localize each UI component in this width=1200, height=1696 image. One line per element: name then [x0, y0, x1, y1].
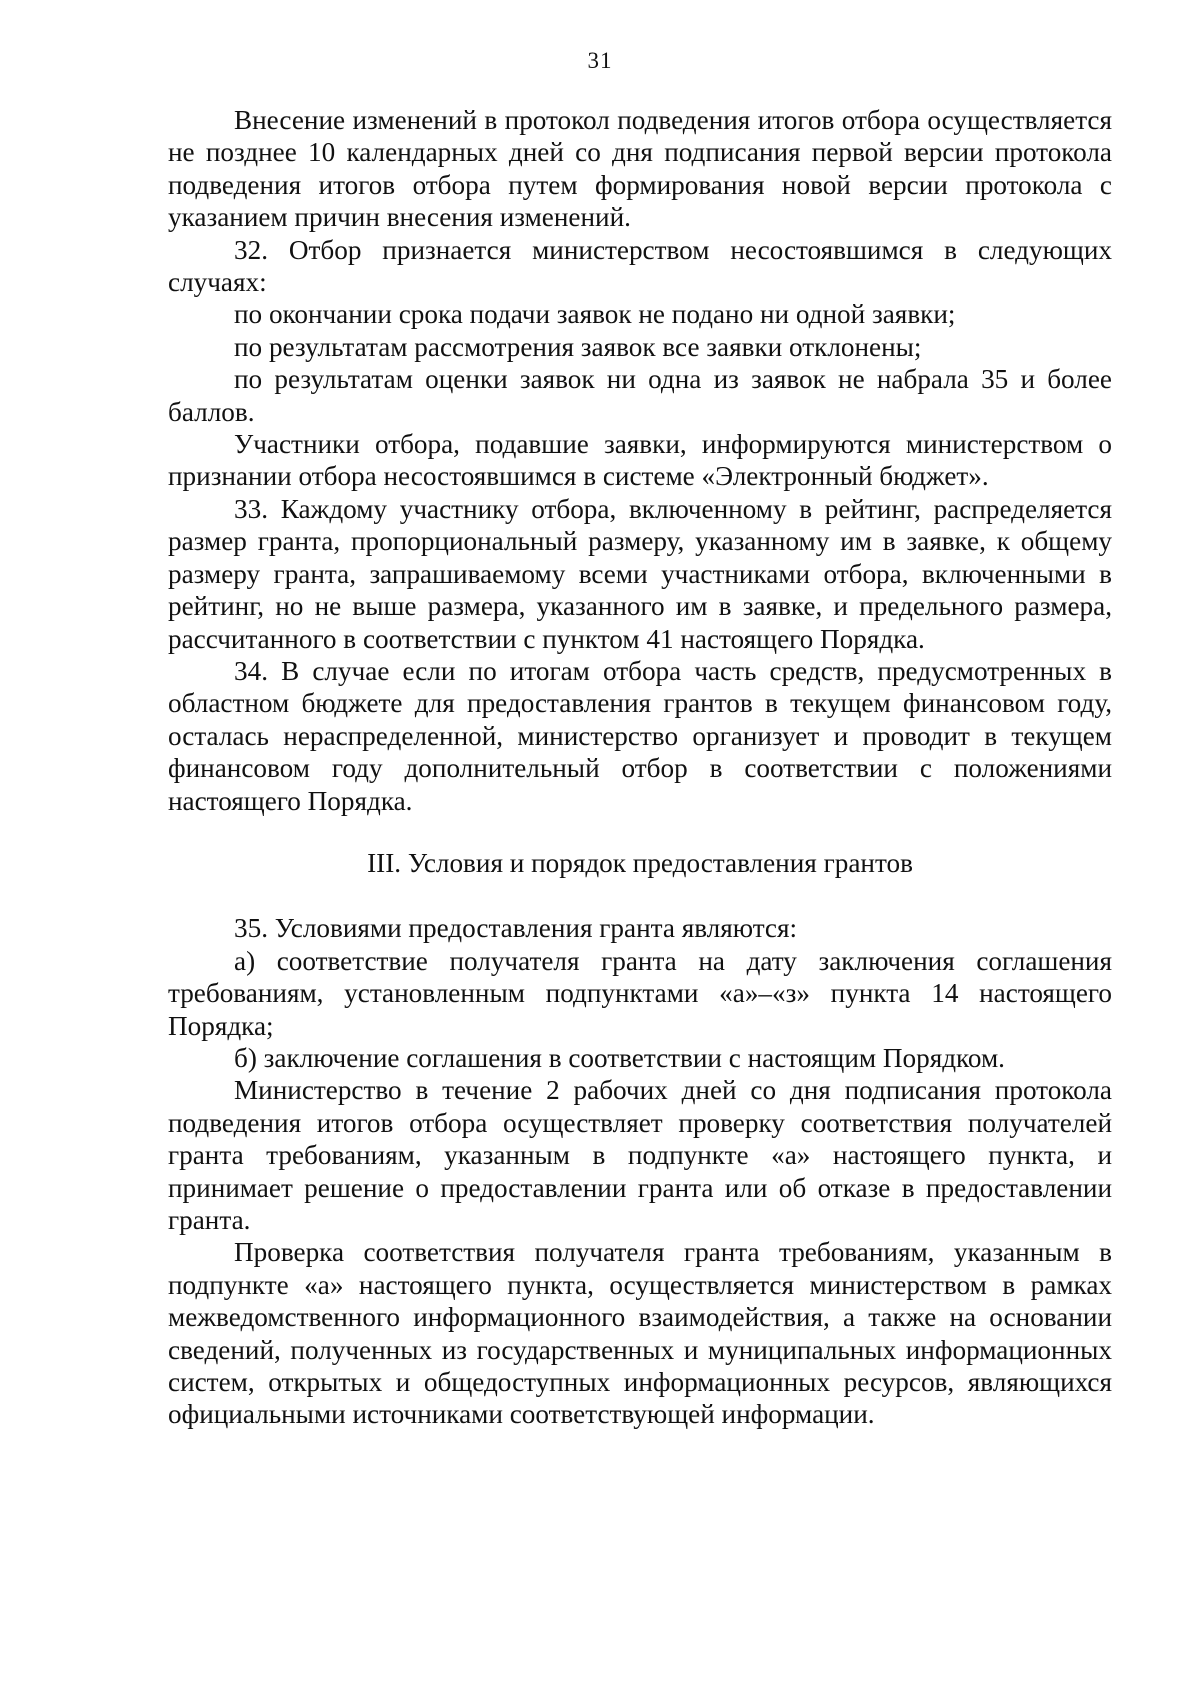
document-body: [168, 104, 1112, 1431]
list-item-35-b: б) заключение соглашения в соответствии с настоящим Порядком.: [234, 1042, 1005, 1073]
paragraph-34: 34. В случае если по итогам отбора часть средств, предусмотренных в областном бюджете для предоставления грантов в текущем финансовом году, осталась нераспределенной, министерство организует и проводит в текущем финансовом году дополнительный отбор в соответствии с положениями настоящего Порядка.: [168, 655, 1112, 816]
paragraph-verification: Проверка соответствия получателя гранта требованиям, указанным в подпункте «а» настоящего пункта, осуществляется министерством в рамках межведомственного информационного взаимодействия, а также на основании сведений, полученных из государственных и муниципальных информационных систем, открытых и общедоступных информационных ресурсов, являющихся официальными источниками соответствующей информации.: [168, 1237, 1112, 1430]
paragraph-protocol-changes: Внесение изменений в протокол подведения итогов отбора осуществляется не позднее 10 календарных дней со дня подписания первой версии протокола подведения итогов отбора путем формирования новой версии протокола с указанием причин внесения изменений.: [168, 105, 1112, 233]
section-heading: III. Условия и порядок предоставления грантов: [367, 847, 913, 878]
paragraph-ministry-check: Министерство в течение 2 рабочих дней со дня подписания протокола подведения итогов отбора осуществляет проверку соответствия получателей гранта требованиям, указанным в подпункте «а» настоящего пункта, и принимает решение о предоставлении гранта или об отказе в предоставлении гранта.: [168, 1075, 1112, 1235]
list-item-32-2: по результатам рассмотрения заявок все заявки отклонены;: [234, 331, 922, 362]
list-item-32-3: по результатам оценки заявок ни одна из заявок не набрала 35 и более баллов.: [168, 364, 1112, 427]
paragraph-35: 35. Условиями предоставления гранта являются:: [234, 913, 798, 944]
page-number: 31: [587, 48, 613, 73]
list-item-35-a: а) соответствие получателя гранта на дату заключения соглашения требованиям, установленным подпунктами «а»–«з» пункта 14 настоящего Порядка;: [168, 945, 1112, 1041]
paragraph-33: 33. Каждому участнику отбора, включенному в рейтинг, распределяется размер гранта, пропорциональный размеру, указанному им в заявке, к общему размеру гранта, запрашиваемому всеми участниками отбора, включенными в рейтинг, но не выше размера, указанного им в заявке, и предельного размера, рассчитанного в соответствии с пунктом 41 настоящего Порядка.: [168, 493, 1112, 654]
paragraph-participants-informed: Участники отбора, подавшие заявки, информируются министерством о признании отбора несостоявшимся в системе «Электронный бюджет».: [168, 429, 1112, 492]
paragraph-32: 32. Отбор признается министерством несостоявшимся в следующих случаях:: [168, 234, 1112, 298]
list-item-32-1: по окончании срока подачи заявок не подано ни одной заявки;: [234, 299, 956, 330]
